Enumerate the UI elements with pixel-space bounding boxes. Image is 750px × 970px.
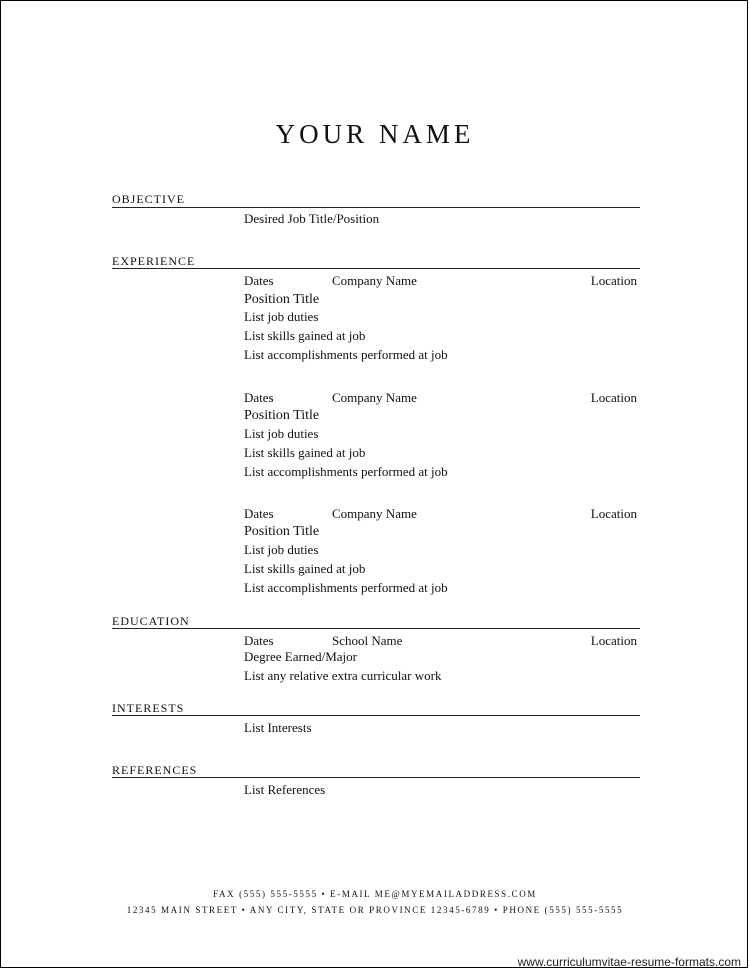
interests-text: List Interests <box>244 720 312 735</box>
watermark-url: www.curriculumvitae-resume-formats.com <box>517 955 741 969</box>
job-accomplishments: List accomplishments performed at job <box>244 347 448 362</box>
experience-heading: EXPERIENCE <box>112 254 196 268</box>
job-accomplishments: List accomplishments performed at job <box>244 580 448 595</box>
education-school: School Name <box>332 633 403 648</box>
references-divider <box>112 777 640 778</box>
job-dates: Dates <box>244 506 274 521</box>
job-duties: List job duties <box>244 309 319 324</box>
job-title: Position Title <box>244 524 320 539</box>
job-location: Location <box>590 273 637 288</box>
education-location: Location <box>590 633 637 648</box>
education-heading: EDUCATION <box>112 614 190 628</box>
footer-contact-line: FAX (555) 555-5555 • E-MAIL ME@MYEMAILADDRESS.COM <box>213 889 537 899</box>
footer-address-line: 12345 MAIN STREET • ANY CITY, STATE OR PROVINCE 12345-6789 • PHONE (555) 555-5555 <box>126 905 624 915</box>
job-duties: List job duties <box>244 542 319 557</box>
job-location: Location <box>590 506 637 521</box>
job-title: Position Title <box>244 408 320 423</box>
job-skills: List skills gained at job <box>244 328 366 343</box>
objective-text: Desired Job Title/Position <box>244 211 380 226</box>
job-accomplishments: List accomplishments performed at job <box>244 464 448 479</box>
objective-divider <box>112 207 640 208</box>
job-skills: List skills gained at job <box>244 445 366 460</box>
job-location: Location <box>590 390 637 405</box>
interests-heading: INTERESTS <box>112 701 185 715</box>
references-heading: REFERENCES <box>112 763 198 777</box>
interests-divider <box>112 715 640 716</box>
resume-name: YOUR NAME <box>275 119 475 149</box>
job-dates: Dates <box>244 273 274 288</box>
job-company: Company Name <box>332 273 417 288</box>
education-degree: Degree Earned/Major <box>244 649 357 664</box>
education-extra: List any relative extra curricular work <box>244 668 442 683</box>
objective-heading: OBJECTIVE <box>112 192 185 206</box>
job-title: Position Title <box>244 292 320 307</box>
education-divider <box>112 628 640 629</box>
references-text: List References <box>244 782 326 797</box>
job-duties: List job duties <box>244 426 319 441</box>
job-company: Company Name <box>332 506 417 521</box>
experience-divider <box>112 268 640 269</box>
job-dates: Dates <box>244 390 274 405</box>
job-skills: List skills gained at job <box>244 561 366 576</box>
education-dates: Dates <box>244 633 274 648</box>
job-company: Company Name <box>332 390 417 405</box>
